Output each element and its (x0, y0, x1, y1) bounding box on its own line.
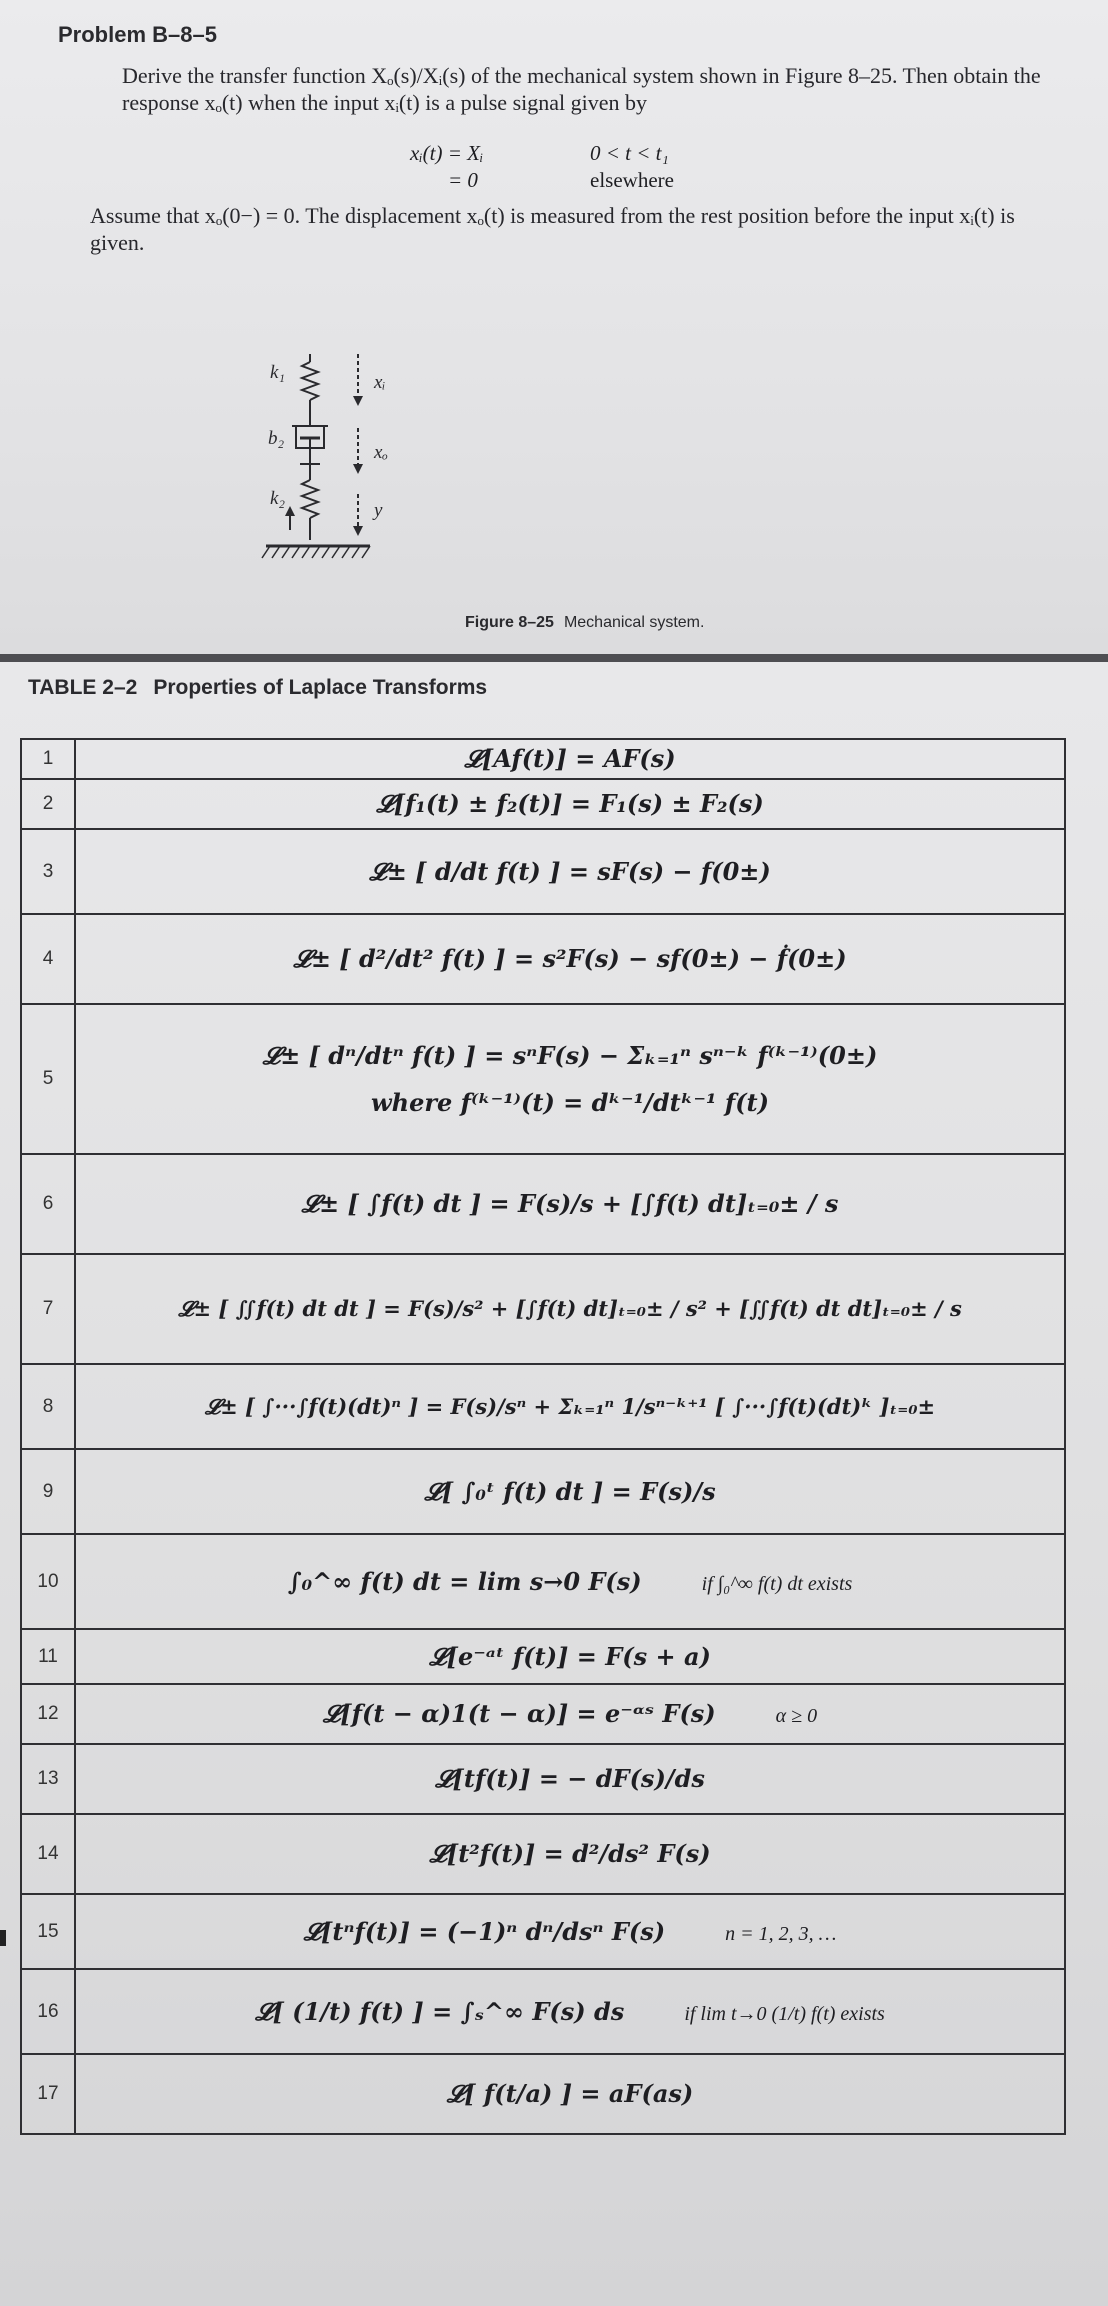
label-xi: xᵢ (374, 372, 386, 393)
table-row (21, 829, 1065, 914)
spring-k2 (302, 480, 318, 518)
row-formula: 𝓛[f(t − α)1(t − α)] = e⁻ᵅˢ F(s) α ≥ 0 (75, 1684, 1065, 1744)
row-formula: 𝓛± [ d/dt f(t) ] = sF(s) − f(0±) (75, 829, 1065, 914)
row-number: 1 (21, 739, 75, 779)
label-k2: k₂ (270, 488, 286, 509)
table-row (21, 1629, 1065, 1684)
table-row (21, 739, 1065, 779)
row-note: if ∫₀^∞ f(t) dt exists (701, 1572, 853, 1595)
input-definition-lhs: xᵢ(t) = Xᵢ (410, 141, 484, 165)
row-formula-where: where f⁽ᵏ⁻¹⁾(t) = dᵏ⁻¹/dtᵏ⁻¹ f(t) (370, 1088, 769, 1117)
problem-title: Problem B–8–5 (58, 22, 217, 47)
row-number: 4 (21, 914, 75, 1004)
row-number: 10 (21, 1534, 75, 1629)
row-formula: ∫₀^∞ f(t) dt = lim s→0 F(s) if ∫₀^∞ f(t) dt exists (75, 1534, 1065, 1629)
row-number: 12 (21, 1684, 75, 1744)
ground-hatch (262, 546, 370, 558)
row-note: n = 1, 2, 3, … (725, 1922, 837, 1945)
problem-assumption: Assume that xₒ(0−) = 0. The displacement xₒ(t) is measured from the rest position before the input xᵢ(t) is given. (90, 203, 1015, 255)
row-number: 16 (21, 1969, 75, 2054)
row-formula: 𝓛[f₁(t) ± f₂(t)] = F₁(s) ± F₂(s) (75, 779, 1065, 829)
arrow-y-head (353, 526, 363, 536)
row-formula: 𝓛± [ ∫f(t) dt ] = F(s)/s + [∫f(t) dt]ₜ₌₀± / s (75, 1154, 1065, 1254)
problem-statement: Derive the transfer function Xₒ(s)/Xᵢ(s) of the mechanical system shown in Figure 8–25. Then obtain the response xₒ(t) when the input xᵢ(t) is a pulse signal given by (122, 63, 1041, 115)
row-formula-main: 𝓛± [ dⁿ/dtⁿ f(t) ] = sⁿF(s) − Σₖ₌₁ⁿ sⁿ⁻ᵏ f⁽ᵏ⁻¹⁾(0±) (262, 1041, 878, 1070)
row-number: 6 (21, 1154, 75, 1254)
row-number: 14 (21, 1814, 75, 1894)
figure-caption (465, 614, 704, 632)
row-number: 3 (21, 829, 75, 914)
spring-k1 (302, 362, 318, 400)
arrow-xi-head (353, 396, 363, 406)
row-formula: 𝓛[ (1/t) f(t) ] = ∫ₛ^∞ F(s) ds if lim t→0 (1/t) f(t) exists (75, 1969, 1065, 2054)
table-row (21, 1364, 1065, 1449)
table-row (21, 779, 1065, 829)
row-note: α ≥ 0 (775, 1705, 818, 1727)
label-b2: b₂ (268, 428, 285, 449)
table-row (21, 914, 1065, 1004)
laplace-properties-table (20, 738, 1066, 2135)
label-y: y (374, 500, 383, 521)
row-number: 17 (21, 2054, 75, 2134)
row-formula: 𝓛± [ ∬f(t) dt dt ] = F(s)/s² + [∫f(t) dt]ₜ₌₀± / s² + [∬f(t) dt dt]ₜ₌₀± / s (75, 1254, 1065, 1364)
row-formula: 𝓛[ f(t/a) ] = aF(as) (75, 2054, 1065, 2134)
table-row (21, 1449, 1065, 1534)
table-row (21, 1534, 1065, 1629)
row-formula: 𝓛[e⁻ᵃᵗ f(t)] = F(s + a) (75, 1629, 1065, 1684)
table-title-number: TABLE 2–2 (28, 676, 138, 699)
table-row (21, 1154, 1065, 1254)
input-definition-lhs: = 0 (448, 168, 478, 192)
figure-caption-text: Mechanical system. (563, 614, 705, 631)
table-row (21, 1969, 1065, 2054)
table-title (28, 676, 487, 700)
row-formula: 𝓛[ ∫₀ᵗ f(t) dt ] = F(s)/s (75, 1449, 1065, 1534)
table-row (21, 1004, 1065, 1154)
table-row (21, 2054, 1065, 2134)
row-number: 5 (21, 1004, 75, 1154)
row-note: if lim t→0 (1/t) f(t) exists (684, 2002, 885, 2025)
row-number: 15 (21, 1894, 75, 1969)
label-xo: xₒ (374, 442, 388, 463)
row-formula: 𝓛[t²f(t)] = d²/ds² F(s) (75, 1814, 1065, 1894)
table-title-text: Properties of Laplace Transforms (153, 676, 488, 699)
row-formula: 𝓛[Af(t)] = AF(s) (75, 739, 1065, 779)
table-row (21, 1254, 1065, 1364)
row-number: 9 (21, 1449, 75, 1534)
row-formula: 𝓛± [ ∫···∫f(t)(dt)ⁿ ] = F(s)/sⁿ + Σₖ₌₁ⁿ 1/sⁿ⁻ᵏ⁺¹ [ ∫···∫f(t)(dt)ᵏ ]ₜ₌₀± (75, 1364, 1065, 1449)
label-k1: k₁ (270, 362, 286, 383)
arrow-k2-head (285, 506, 295, 516)
table-row (21, 1814, 1065, 1894)
row-number: 7 (21, 1254, 75, 1364)
table-row (21, 1684, 1065, 1744)
row-formula: 𝓛[tⁿf(t)] = (−1)ⁿ dⁿ/dsⁿ F(s) n = 1, 2, 3, … (75, 1894, 1065, 1969)
table-row (21, 1894, 1065, 1969)
row-formula (75, 1004, 1065, 1154)
row-number: 13 (21, 1744, 75, 1814)
row-formula: 𝓛[tf(t)] = − dF(s)/ds (75, 1744, 1065, 1814)
arrow-xo-head (353, 464, 363, 474)
table-photo (0, 662, 1108, 2306)
photo-edge-mark (0, 1930, 6, 1946)
row-number: 11 (21, 1629, 75, 1684)
input-definition-rhs: 0 < t < t₁ (590, 141, 669, 165)
row-formula: 𝓛± [ d²/dt² f(t) ] = s²F(s) − sf(0±) − ḟ(0±) (75, 914, 1065, 1004)
input-definition-rhs: elsewhere (590, 168, 674, 192)
figure-caption-number: Figure 8–25 (465, 614, 554, 631)
table-row (21, 1744, 1065, 1814)
problem-photo (0, 0, 1108, 654)
row-number: 8 (21, 1364, 75, 1449)
mechanical-system-figure (230, 340, 430, 610)
row-number: 2 (21, 779, 75, 829)
